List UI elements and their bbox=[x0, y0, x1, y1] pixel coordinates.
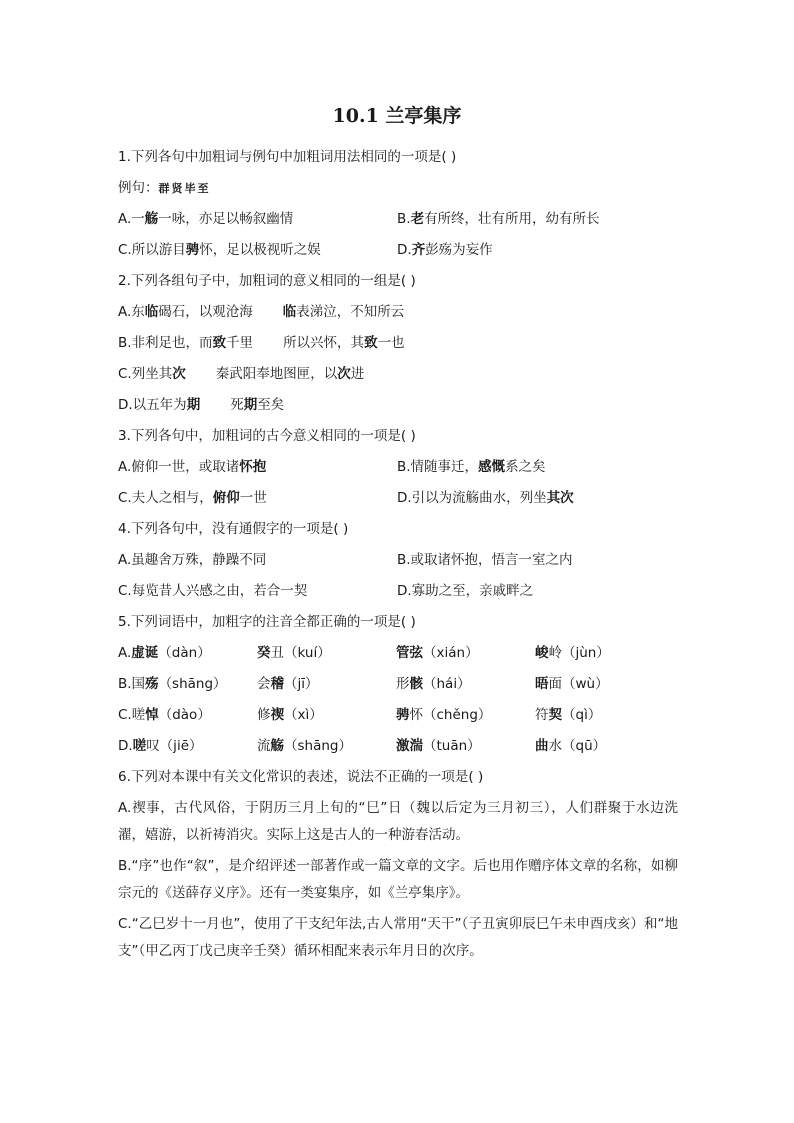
q4-options-row-1 bbox=[118, 545, 678, 576]
q4-option-d[interactable]: D.寡助之至，亲戚畔之 bbox=[397, 583, 534, 599]
q2-c-text: C.列坐其 bbox=[118, 366, 173, 382]
q5-b-word-1: B.国殇（shāng） bbox=[118, 676, 227, 692]
q3-d-text: D.引以为流觞曲水，列坐 bbox=[397, 490, 547, 506]
q5-d-word-2: 流觞（shāng） bbox=[257, 738, 352, 754]
q3-options-row-2 bbox=[118, 483, 678, 514]
q2-b-text: B.非利足也，而 bbox=[118, 335, 213, 351]
q3-option-c[interactable] bbox=[118, 483, 397, 514]
q1-a-bold: 觞 bbox=[144, 211, 159, 227]
q5-a-word-1: A.虚诞（dàn） bbox=[118, 645, 211, 661]
q5-option-d[interactable] bbox=[118, 731, 678, 762]
q5-c-word-4: 符契（qì） bbox=[535, 707, 602, 723]
q5-c-word-3: 骋怀（chěng） bbox=[396, 707, 492, 723]
q3-c-text: C.夫人之相与， bbox=[118, 490, 213, 506]
q3-b-text-2: 系之矣 bbox=[505, 459, 546, 475]
q5-b-word-4: 晤面（wù） bbox=[535, 676, 609, 692]
q4-option-c[interactable]: C.每览昔人兴感之由，若合一契 bbox=[118, 583, 308, 599]
q1-d-text: D. bbox=[397, 242, 412, 258]
q2-option-b[interactable] bbox=[118, 328, 678, 359]
q1-options-row-2 bbox=[118, 235, 678, 266]
q3-option-b[interactable] bbox=[397, 452, 678, 483]
q2-d-text: D.以五年为 bbox=[118, 397, 187, 413]
q1-b-text: B. bbox=[397, 211, 411, 227]
q1-d-text-2: 彭殇为妄作 bbox=[425, 242, 493, 258]
q3-b-bold: 感慨 bbox=[478, 459, 506, 475]
q2-a-text-2: 碣石，以观沧海 bbox=[158, 304, 253, 320]
q2-a-text: A.东 bbox=[118, 304, 145, 320]
q1-c-text: C.所以游目 bbox=[118, 242, 186, 258]
q2-option-d[interactable] bbox=[118, 390, 678, 421]
q5-c-word-1: C.嗟悼（dào） bbox=[118, 707, 211, 723]
q3-a-text: A.俯仰一世，或取诸 bbox=[118, 459, 240, 475]
q5-a-word-2: 癸丑（kuí） bbox=[257, 645, 331, 661]
q2-b-bold-2: 致 bbox=[364, 335, 378, 351]
q5-a-word-3: 管弦（xián） bbox=[396, 645, 479, 661]
q5-a-word-4: 峻岭（jùn） bbox=[535, 645, 610, 661]
q1-b-text-2: 有所终，壮有所用，幼有所长 bbox=[424, 211, 600, 227]
q1-a-text-2: 一咏，亦足以畅叙幽情 bbox=[158, 211, 294, 227]
q2-a-text-4: 表涕泣，不知所云 bbox=[296, 304, 405, 320]
q6-option-a[interactable]: A.禊事，古代风俗，于阴历三月上旬的“巳”日（魏以后定为三月初三），人们群聚于水边洗濯，嬉游，以祈祷消灾。实际上这是古人的一种游春活动。 bbox=[118, 800, 678, 843]
q3-a-bold: 怀抱 bbox=[239, 459, 267, 475]
q5-b-word-3: 形骸（hái） bbox=[396, 676, 471, 692]
q2-c-bold-2: 次 bbox=[337, 366, 351, 382]
q2-d-text-4: 至矣 bbox=[257, 397, 285, 413]
q3-c-bold: 俯仰 bbox=[212, 490, 240, 506]
q2-b-bold-1: 致 bbox=[212, 335, 227, 351]
q2-a-bold-2: 临 bbox=[282, 304, 297, 320]
q4-stem: 4.下列各句中，没有通假字的一项是( ) bbox=[118, 521, 349, 537]
q1-options-row-1 bbox=[118, 204, 678, 235]
q3-options-row-1 bbox=[118, 452, 678, 483]
q6-stem: 6.下列对本课中有关文化常识的表述，说法不正确的一项是( ) bbox=[118, 769, 484, 785]
q1-c-bold: 骋 bbox=[185, 242, 200, 258]
q1-example bbox=[118, 173, 678, 204]
q5-option-a[interactable] bbox=[118, 638, 678, 669]
q2-c-bold-1: 次 bbox=[172, 366, 186, 382]
q5-stem: 5.下列词语中，加粗字的注音全都正确的一项是( ) bbox=[118, 614, 416, 630]
q1-option-a[interactable] bbox=[118, 204, 397, 235]
q3-option-a[interactable] bbox=[118, 452, 397, 483]
q4-option-a[interactable]: A.虽趣舍万殊，静躁不同 bbox=[118, 552, 267, 568]
q3-stem: 3.下列各句中，加粗词的古今意义相同的一项是( ) bbox=[118, 428, 416, 444]
q5-d-word-1: D.嗟叹（jiē） bbox=[118, 738, 203, 754]
q1-option-d[interactable] bbox=[397, 235, 678, 266]
q1-option-b[interactable] bbox=[397, 204, 678, 235]
q2-c-text-4: 进 bbox=[350, 366, 365, 382]
q2-b-text-2: 千里 bbox=[226, 335, 254, 351]
q5-c-word-2: 修禊（xì） bbox=[257, 707, 323, 723]
q5-option-c[interactable] bbox=[118, 700, 678, 731]
q5-d-word-3: 激湍（tuān） bbox=[396, 738, 481, 754]
q2-option-a[interactable] bbox=[118, 297, 678, 328]
q1-d-bold: 齐 bbox=[411, 242, 426, 258]
q3-b-text: B.情随事迁， bbox=[397, 459, 479, 475]
q1-c-text-2: 怀，足以极视听之娱 bbox=[199, 242, 321, 258]
q1-b-bold: 老 bbox=[410, 211, 425, 227]
page-title: 10.1 兰亭集序 bbox=[332, 105, 462, 127]
q2-d-bold-2: 期 bbox=[243, 397, 258, 413]
q4-option-b[interactable]: B.或取诸怀抱，悟言一室之内 bbox=[397, 552, 573, 568]
q1-a-text: A.一 bbox=[118, 211, 145, 227]
q2-b-text-4: 一也 bbox=[377, 335, 405, 351]
q5-option-b[interactable] bbox=[118, 669, 678, 700]
q5-d-word-4: 曲水（qū） bbox=[535, 738, 607, 754]
q2-c-text-3: 秦武阳奉地图匣，以 bbox=[215, 366, 338, 382]
q6-option-c[interactable]: C.“乙巳岁十一月也”，使用了干支纪年法,古人常用“天干”（子丑寅卯辰巳午未申酉戌亥）和“地支”（甲乙丙丁戊己庚辛壬癸）循环相配来表示年月日的次序。 bbox=[118, 916, 678, 959]
q1-option-c[interactable] bbox=[118, 235, 397, 266]
q1-stem: 1.下列各句中加粗词与例句中加粗词用法相同的一项是( ) bbox=[118, 149, 457, 165]
q4-options-row-2 bbox=[118, 576, 678, 607]
q3-option-d[interactable] bbox=[397, 483, 678, 514]
q1-example-label: 例句： bbox=[118, 180, 159, 196]
q2-a-bold-1: 临 bbox=[144, 304, 159, 320]
question-list bbox=[118, 142, 678, 965]
q5-b-word-2: 会稽（jī） bbox=[257, 676, 319, 692]
q2-b-text-3: 所以兴怀，其 bbox=[283, 335, 365, 351]
q2-d-bold-1: 期 bbox=[186, 397, 201, 413]
q2-option-c[interactable] bbox=[118, 359, 678, 390]
q1-example-text: 群贤毕至 bbox=[158, 182, 211, 195]
q2-stem: 2.下列各组句子中，加粗词的意义相同的一组是( ) bbox=[118, 273, 416, 289]
q3-d-bold: 其次 bbox=[546, 490, 574, 506]
q2-d-text-3: 死 bbox=[230, 397, 244, 413]
q6-option-b[interactable]: B.“序”也作“叙”，是介绍评述一部著作或一篇文章的文字。后也用作赠序体文章的名称，如柳宗元的《送薛存义序》。还有一类宴集序，如《兰亭集序》。 bbox=[118, 858, 678, 901]
q3-c-text-2: 一世 bbox=[239, 490, 267, 506]
